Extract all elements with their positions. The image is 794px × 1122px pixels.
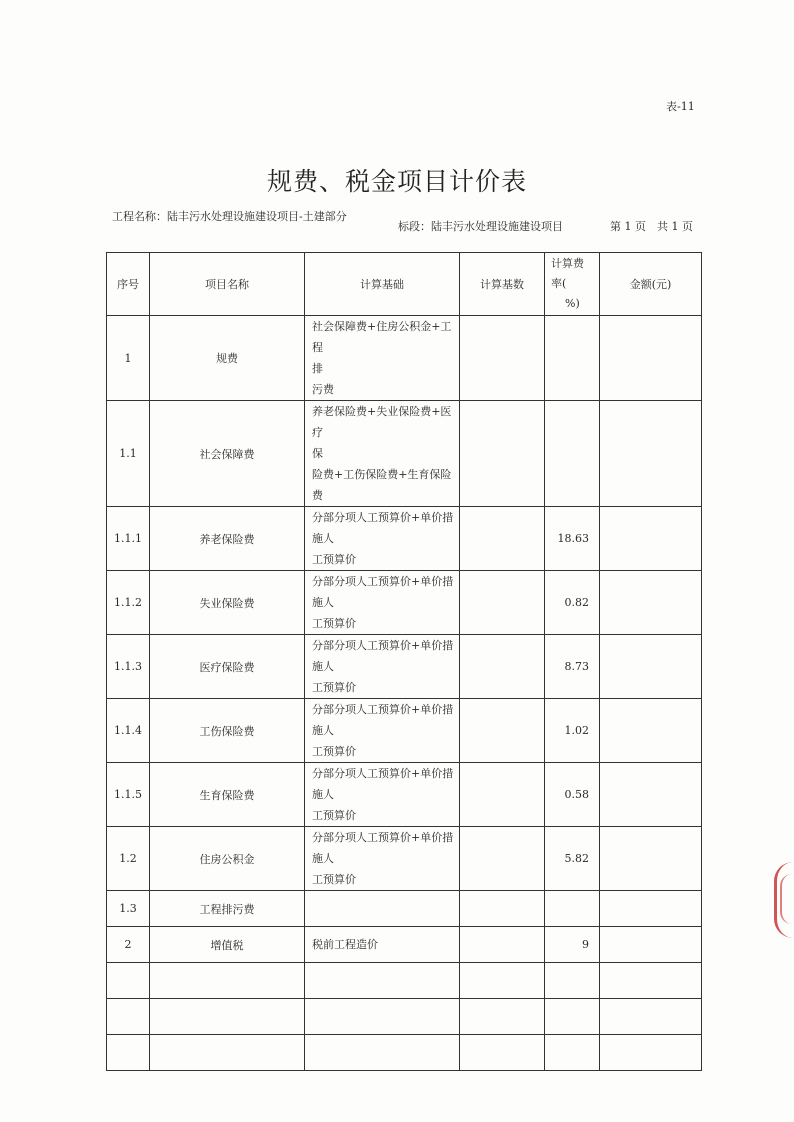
row-seq: 1.3 bbox=[107, 891, 150, 927]
table-row bbox=[107, 401, 702, 507]
row-basis-line: 分部分项人工预算价+单价措 bbox=[312, 767, 454, 780]
row-basis-line: 保 bbox=[312, 447, 323, 460]
row-amount bbox=[600, 827, 702, 891]
row-basis bbox=[305, 891, 460, 927]
row-basis bbox=[305, 316, 460, 401]
row-basis-line: 工预算价 bbox=[312, 617, 356, 630]
table-row bbox=[107, 763, 702, 827]
row-basis-line: 养老保险费+失业保险费+医疗 bbox=[312, 405, 452, 439]
header-rate-line3: %) bbox=[565, 297, 580, 310]
header-basis: 计算基础 bbox=[305, 253, 460, 316]
row-name: 工程排污费 bbox=[150, 891, 305, 927]
row-basis-line: 分部分项人工预算价+单价措 bbox=[312, 639, 454, 652]
row-rate: 1.02 bbox=[545, 699, 600, 763]
header-name: 项目名称 bbox=[150, 253, 305, 316]
empty-cell bbox=[545, 999, 600, 1035]
header-rate-line1: 计算费 bbox=[551, 257, 584, 270]
row-basis-line: 施人 bbox=[312, 596, 334, 609]
row-name: 工伤保险费 bbox=[150, 699, 305, 763]
row-seq: 1.1.4 bbox=[107, 699, 150, 763]
empty-cell bbox=[150, 1035, 305, 1071]
row-amount bbox=[600, 635, 702, 699]
empty-cell bbox=[305, 999, 460, 1035]
table-row bbox=[107, 507, 702, 571]
table-row bbox=[107, 891, 702, 927]
empty-cell bbox=[107, 963, 150, 999]
section-name: 标段：陆丰污水处理设施建设项目 bbox=[398, 220, 563, 233]
table-row bbox=[107, 635, 702, 699]
fee-table bbox=[106, 252, 702, 1071]
row-name: 失业保险费 bbox=[150, 571, 305, 635]
row-base-amount bbox=[460, 927, 545, 963]
row-basis bbox=[305, 763, 460, 827]
empty-cell bbox=[600, 1035, 702, 1071]
row-name: 医疗保险费 bbox=[150, 635, 305, 699]
row-name: 社会保障费 bbox=[150, 401, 305, 507]
table-header-row bbox=[107, 253, 702, 316]
row-seq: 2 bbox=[107, 927, 150, 963]
row-basis-line: 工预算价 bbox=[312, 809, 356, 822]
row-amount bbox=[600, 401, 702, 507]
row-amount bbox=[600, 571, 702, 635]
row-basis-line: 分部分项人工预算价+单价措 bbox=[312, 575, 454, 588]
row-basis bbox=[305, 401, 460, 507]
row-base-amount bbox=[460, 507, 545, 571]
row-basis-line: 工预算价 bbox=[312, 745, 356, 758]
row-seq: 1.1 bbox=[107, 401, 150, 507]
empty-cell bbox=[545, 1035, 600, 1071]
row-basis bbox=[305, 571, 460, 635]
header-rate-line2: 率( bbox=[551, 277, 567, 290]
row-amount bbox=[600, 927, 702, 963]
row-base-amount bbox=[460, 401, 545, 507]
empty-cell bbox=[600, 963, 702, 999]
empty-cell bbox=[305, 963, 460, 999]
row-rate: 9 bbox=[545, 927, 600, 963]
header-amount: 金额(元) bbox=[600, 253, 702, 316]
row-basis-line: 施人 bbox=[312, 532, 334, 545]
empty-row bbox=[107, 999, 702, 1035]
empty-cell bbox=[460, 963, 545, 999]
table-row bbox=[107, 927, 702, 963]
row-basis-line: 险费+工伤保险费+生育保险费 bbox=[312, 468, 452, 502]
row-rate bbox=[545, 316, 600, 401]
row-basis-line: 工预算价 bbox=[312, 553, 356, 566]
row-basis-line: 施人 bbox=[312, 788, 334, 801]
empty-row bbox=[107, 963, 702, 999]
row-base-amount bbox=[460, 891, 545, 927]
row-seq: 1.1.2 bbox=[107, 571, 150, 635]
row-seq: 1.1.3 bbox=[107, 635, 150, 699]
row-rate: 8.73 bbox=[545, 635, 600, 699]
table-row bbox=[107, 827, 702, 891]
row-amount bbox=[600, 316, 702, 401]
row-base-amount bbox=[460, 763, 545, 827]
row-name: 规费 bbox=[150, 316, 305, 401]
row-basis-line: 工预算价 bbox=[312, 873, 356, 886]
row-basis-line: 分部分项人工预算价+单价措 bbox=[312, 511, 454, 524]
page-indicator: 第 1 页 共 1 页 bbox=[610, 220, 693, 233]
row-base-amount bbox=[460, 635, 545, 699]
row-basis-line: 工预算价 bbox=[312, 681, 356, 694]
row-basis-line: 施人 bbox=[312, 724, 334, 737]
empty-cell bbox=[460, 1035, 545, 1071]
empty-cell bbox=[107, 1035, 150, 1071]
row-basis bbox=[305, 827, 460, 891]
row-basis-line: 施人 bbox=[312, 660, 334, 673]
header-base-amount: 计算基数 bbox=[460, 253, 545, 316]
table-row bbox=[107, 699, 702, 763]
row-base-amount bbox=[460, 827, 545, 891]
page-title: 规费、税金项目计价表 bbox=[266, 167, 527, 196]
row-base-amount bbox=[460, 571, 545, 635]
row-rate: 0.82 bbox=[545, 571, 600, 635]
row-rate: 0.58 bbox=[545, 763, 600, 827]
row-amount bbox=[600, 699, 702, 763]
table-row bbox=[107, 571, 702, 635]
row-basis-line: 排 bbox=[312, 362, 323, 375]
row-rate bbox=[545, 401, 600, 507]
row-rate bbox=[545, 891, 600, 927]
row-rate: 5.82 bbox=[545, 827, 600, 891]
row-basis-line: 分部分项人工预算价+单价措 bbox=[312, 703, 454, 716]
row-basis bbox=[305, 507, 460, 571]
row-name: 增值税 bbox=[150, 927, 305, 963]
row-base-amount bbox=[460, 316, 545, 401]
row-amount bbox=[600, 763, 702, 827]
empty-row bbox=[107, 1035, 702, 1071]
row-seq: 1.1.5 bbox=[107, 763, 150, 827]
row-basis-line: 税前工程造价 bbox=[312, 938, 378, 951]
empty-cell bbox=[460, 999, 545, 1035]
row-rate: 18.63 bbox=[545, 507, 600, 571]
empty-cell bbox=[545, 963, 600, 999]
empty-cell bbox=[107, 999, 150, 1035]
row-basis bbox=[305, 927, 460, 963]
empty-cell bbox=[150, 999, 305, 1035]
row-basis-line: 污费 bbox=[312, 383, 334, 396]
row-basis-line: 施人 bbox=[312, 852, 334, 865]
row-name: 生育保险费 bbox=[150, 763, 305, 827]
row-seq: 1 bbox=[107, 316, 150, 401]
row-amount bbox=[600, 891, 702, 927]
row-seq: 1.1.1 bbox=[107, 507, 150, 571]
row-basis-line: 社会保障费+住房公积金+工程 bbox=[312, 320, 452, 354]
form-number: 表-11 bbox=[666, 100, 695, 113]
row-name: 养老保险费 bbox=[150, 507, 305, 571]
row-basis bbox=[305, 699, 460, 763]
row-base-amount bbox=[460, 699, 545, 763]
header-seq: 序号 bbox=[107, 253, 150, 316]
row-basis bbox=[305, 635, 460, 699]
table-row bbox=[107, 316, 702, 401]
row-name: 住房公积金 bbox=[150, 827, 305, 891]
row-amount bbox=[600, 507, 702, 571]
header-rate bbox=[545, 253, 600, 316]
seal-mark-inner bbox=[780, 874, 792, 924]
row-seq: 1.2 bbox=[107, 827, 150, 891]
row-basis-line: 分部分项人工预算价+单价措 bbox=[312, 831, 454, 844]
empty-cell bbox=[150, 963, 305, 999]
empty-cell bbox=[305, 1035, 460, 1071]
project-name: 工程名称：陆丰污水处理设施建设项目-土建部分 bbox=[112, 210, 347, 223]
empty-cell bbox=[600, 999, 702, 1035]
